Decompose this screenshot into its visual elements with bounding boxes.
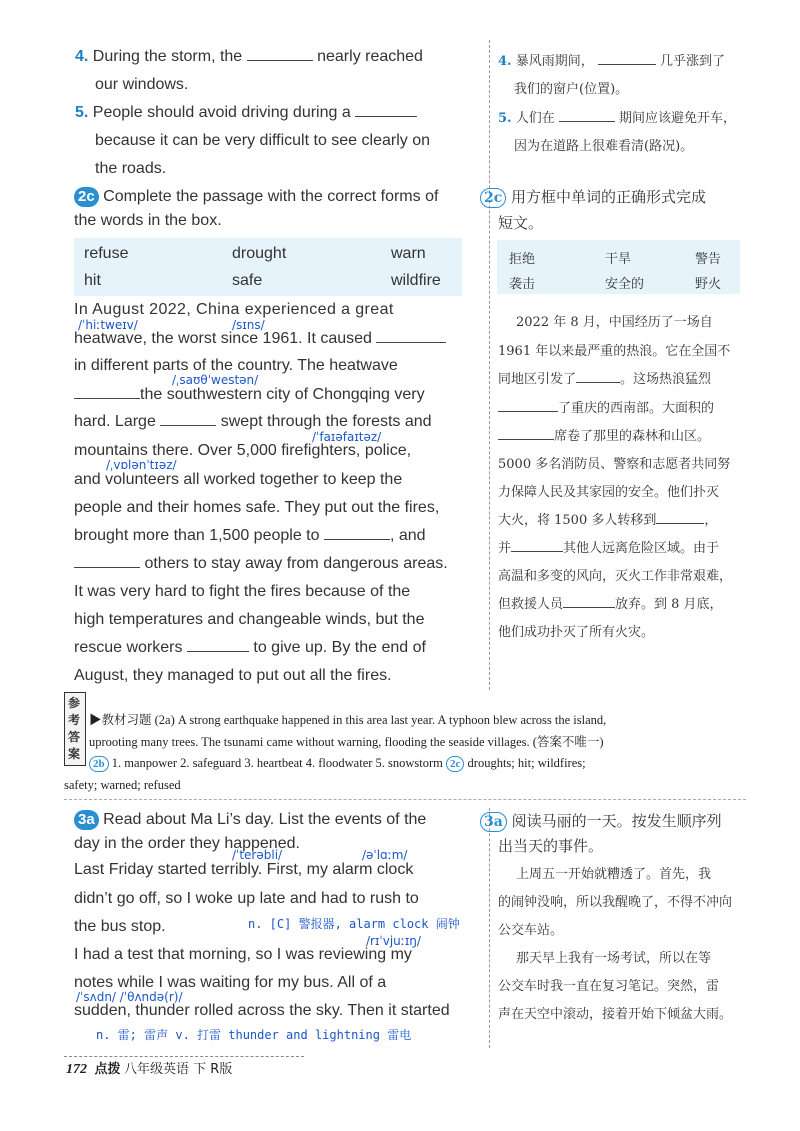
vocab-note: n. [C] 警报器, alarm clock 闹钟 <box>248 917 460 931</box>
cn-passage-line: 的闹钟没响，所以我醒晚了，不得不冲向 <box>498 895 733 910</box>
answer-badge: 2c <box>446 756 464 772</box>
passage-line: and volunteers all worked together to keep the <box>74 471 403 488</box>
answer-blank[interactable] <box>563 607 615 608</box>
instruction-text: 短文。 <box>498 214 544 232</box>
question-text: 暴风雨期间， <box>515 54 594 69</box>
passage-text: 。这场热浪猛烈 <box>620 372 712 387</box>
phonetic: /rɪˈvjuːɪŋ/ <box>366 934 421 948</box>
answer-line: uprooting many trees. The tsunami came without warning, flooding the seaside villages. (答案不唯一) <box>89 735 604 749</box>
passage-text: rescue workers <box>74 639 183 656</box>
passage-text: the southwestern city of Chongqing very <box>140 386 425 403</box>
question-text: 我们的窗户(位置)。 <box>514 82 629 97</box>
section-2c-instruction <box>74 187 438 207</box>
passage-text: heatwave, the worst since 1961. It caused <box>74 330 372 347</box>
passage-text: 了重庆的西南部。大面积的 <box>558 401 715 416</box>
passage-text: , and <box>389 527 426 544</box>
answer-blank[interactable] <box>74 398 140 399</box>
box-word: safe <box>232 272 263 289</box>
phonetic: /əˈlɑːm/ <box>362 848 408 862</box>
vocab-note: n. 雷; 雷声 v. 打雷 thunder and lightning 雷电 <box>96 1028 412 1042</box>
passage-line: It was very hard to fight the fires because of the <box>74 583 411 600</box>
cn-passage-line: 他们成功扑灭了所有火灾。 <box>498 625 655 640</box>
instruction-text: the words in the box. <box>74 212 222 229</box>
column-divider <box>489 808 490 1048</box>
passage-text: swept through the forests and <box>220 413 432 430</box>
phonetic: /ˌvɒlənˈtɪəz/ <box>106 458 177 472</box>
passage-line: the bus stop. <box>74 918 166 935</box>
instruction-text: 阅读马丽的一天。按发生顺序列 <box>511 812 722 830</box>
passage-text: 其他人远离危险区域。由于 <box>563 541 720 556</box>
answer-line: safety; warned; refused <box>64 778 181 792</box>
cn-section-2c-instruction <box>480 186 706 208</box>
phonetic: /ˈfaɪəfaɪtəz/ <box>312 430 382 444</box>
cn-passage-line: 2022 年 8 月，中国经历了一场自 <box>516 315 713 330</box>
question-number: 4. <box>75 48 89 65</box>
question-text: 因为在道路上很难看清(路况)。 <box>514 139 694 154</box>
passage-line: in different parts of the country. The heatwave <box>74 357 398 374</box>
cn-passage-line: 5000 多名消防员、警察和志愿者共同努 <box>498 457 731 472</box>
section-3a-instruction <box>74 810 426 830</box>
passage-text: 席卷了那里的森林和山区。 <box>554 429 711 444</box>
footer-brand: 点拨 <box>94 1062 121 1077</box>
cn-passage-line: 那天早上我有一场考试，所以在等 <box>516 951 712 966</box>
footer-book: 八年级英语 下 R版 <box>124 1062 233 1077</box>
question-text: nearly reached <box>317 48 423 65</box>
column-divider <box>489 40 490 690</box>
cn-passage-line <box>498 397 714 416</box>
question-number: 5. <box>498 111 512 126</box>
cn-passage-line <box>498 368 711 387</box>
question-text: because it can be very difficult to see clearly on <box>95 132 430 149</box>
answer-blank[interactable] <box>559 121 615 122</box>
cn-question-5 <box>498 107 736 126</box>
answer-label: 参考答案 <box>68 696 81 761</box>
question-text: our windows. <box>95 76 189 93</box>
answer-blank[interactable] <box>656 523 704 524</box>
question-text: 期间应该避免开车， <box>619 111 737 126</box>
answer-blank[interactable] <box>511 551 563 552</box>
passage-line <box>74 527 426 545</box>
passage-line: mountains there. Over 5,000 firefighters, police, <box>74 442 412 459</box>
passage-line: didn’t go off, so I woke up late and had to rush to <box>74 890 419 907</box>
cn-passage-line: 力保障人民及其家园的安全。他们扑灭 <box>498 485 720 500</box>
section-badge: 2c <box>74 187 99 207</box>
cn-passage-line <box>498 509 717 528</box>
passage-text: 并 <box>498 541 512 556</box>
passage-text: brought more than 1,500 people to <box>74 527 320 544</box>
box-word: 拒绝 <box>509 252 536 267</box>
passage-line: Last Friday started terribly. First, my alarm clock <box>74 861 414 878</box>
question-5 <box>75 104 417 122</box>
section-divider <box>64 799 746 800</box>
answer-blank[interactable] <box>187 651 249 652</box>
instruction-text: 用方框中单词的正确形式完成 <box>511 188 707 206</box>
question-text: the roads. <box>95 160 167 177</box>
box-word: refuse <box>84 245 129 262</box>
cn-passage-line: 1961 年以来最严重的热浪。它在全国不 <box>498 344 731 359</box>
passage-line: I had a test that morning, so I was reviewing my <box>74 946 412 963</box>
answer-blank[interactable] <box>598 64 656 65</box>
passage-line: people and their homes safe. They put out the fires, <box>74 499 440 516</box>
answer-label-box <box>64 692 86 766</box>
question-text: 几乎涨到了 <box>660 54 726 69</box>
passage-line: sudden, thunder rolled across the sky. Then it started <box>74 1002 450 1019</box>
answer-line <box>89 756 586 772</box>
passage-line <box>74 639 426 657</box>
answer-text: 1. manpower 2. safeguard 3. heartbeat 4. floodwater 5. snowstorm <box>111 756 443 770</box>
passage-text: 但救援人员 <box>498 597 564 612</box>
instruction-text: day in the order they happened. <box>74 835 300 852</box>
answer-blank[interactable] <box>160 425 216 426</box>
section-badge: 2c <box>480 188 506 208</box>
answer-blank[interactable] <box>498 439 554 440</box>
answer-blank[interactable] <box>324 539 390 540</box>
instruction-text: Read about Ma Li’s day. List the events of the <box>103 811 427 828</box>
passage-line <box>74 330 446 348</box>
question-4 <box>75 48 423 66</box>
question-text: People should avoid driving during a <box>92 104 351 121</box>
instruction-text: 出当天的事件。 <box>498 837 604 855</box>
passage-line: August, they managed to put out all the fires. <box>74 667 392 684</box>
cn-passage-line <box>498 425 710 444</box>
section-badge: 3a <box>74 810 99 830</box>
passage-line <box>74 413 432 431</box>
answer-blank[interactable] <box>376 342 446 343</box>
passage-line <box>74 555 448 573</box>
cn-passage-line <box>498 537 719 556</box>
passage-text: others to stay away from dangerous areas. <box>144 555 448 572</box>
box-word: 袭击 <box>509 277 536 292</box>
box-word: drought <box>232 245 287 262</box>
answer-blank[interactable] <box>74 567 140 568</box>
passage-text: 放弃。到 8 月底， <box>615 597 723 612</box>
passage-line: high temperatures and changeable winds, but the <box>74 611 425 628</box>
answer-line: ▶教材习题 (2a) A strong earthquake happened in this area last year. A typhoon blew across the island, <box>89 713 607 727</box>
answer-blank[interactable] <box>498 411 558 412</box>
cn-passage-line <box>498 593 723 612</box>
box-word: warn <box>391 245 426 262</box>
section-badge: 3a <box>480 812 507 832</box>
question-text: 人们在 <box>515 111 555 126</box>
question-text: During the storm, the <box>92 48 243 65</box>
answer-blank[interactable] <box>247 60 313 61</box>
passage-line: In August 2022, China experienced a great <box>74 301 394 318</box>
answer-badge: 2b <box>89 756 109 772</box>
box-word: 安全的 <box>605 277 645 292</box>
passage-line: notes while I was waiting for my bus. All of a <box>74 974 387 991</box>
word-box <box>74 238 462 296</box>
answer-blank[interactable] <box>355 116 417 117</box>
phonetic: /ˌsaʊθˈwestən/ <box>172 373 259 387</box>
cn-passage-line: 声在天空中滚动，接着开始下倾盆大雨。 <box>498 1007 733 1022</box>
footer <box>66 1058 232 1078</box>
cn-passage-line: 公交车站。 <box>498 923 564 938</box>
box-word: 警告 <box>695 252 722 267</box>
passage-text: to give up. By the end of <box>253 639 426 656</box>
passage-text: 大火，将 1500 多人转移到 <box>498 513 657 528</box>
cn-passage-line: 上周五一开始就糟透了。首先，我 <box>516 867 712 882</box>
cn-passage-line: 高温和多变的风向，灭火工作非常艰难， <box>498 569 733 584</box>
passage-text: 同地区引发了 <box>498 372 577 387</box>
box-word: 野火 <box>695 277 722 292</box>
phonetic: /ˈhiːtweɪv/ <box>78 318 138 332</box>
cn-passage-line: 公交车时我一直在复习笔记。突然，雷 <box>498 979 720 994</box>
answer-text: droughts; hit; wildfires; <box>467 756 586 770</box>
question-number: 4. <box>498 54 512 69</box>
footer-rule <box>64 1056 304 1057</box>
passage-text: hard. Large <box>74 413 156 430</box>
cn-question-4 <box>498 50 725 69</box>
phonetic: /sɪns/ <box>232 318 265 332</box>
phonetic: /ˈsʌdn/ /ˈθʌndə(r)/ <box>76 990 183 1004</box>
box-word: wildfire <box>391 272 441 289</box>
passage-text: ， <box>704 513 718 528</box>
answer-blank[interactable] <box>576 382 620 383</box>
phonetic: /ˈterəbli/ <box>232 848 283 862</box>
box-word: hit <box>84 272 101 289</box>
question-number: 5. <box>75 104 89 121</box>
instruction-text: Complete the passage with the correct forms of <box>103 188 439 205</box>
cn-section-3a-instruction <box>480 810 722 832</box>
box-word: 干旱 <box>605 252 632 267</box>
cn-word-box <box>497 240 740 294</box>
page-number: 172 <box>66 1062 87 1077</box>
passage-line <box>74 386 425 404</box>
